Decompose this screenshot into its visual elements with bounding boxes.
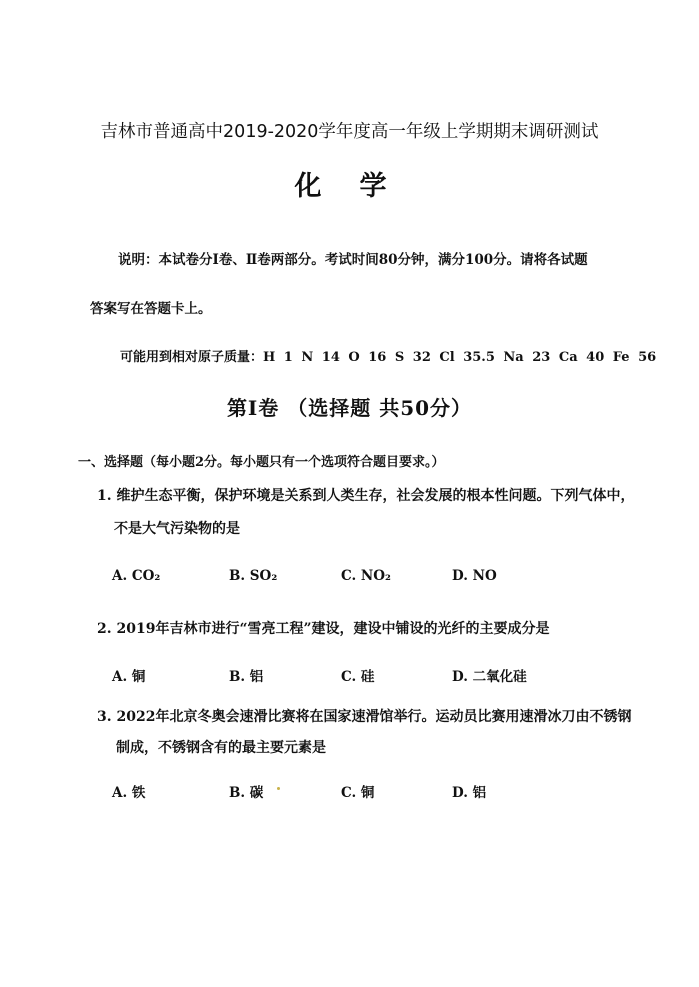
question-1-stem-line-2: 不是大气污染物的是 [114,521,240,537]
question-2-option-b: B. 铝 [229,669,264,685]
question-1-option-c: C. NO₂ [341,568,391,584]
question-3-option-c: C. 铜 [341,785,375,801]
question-1-option-b: B. SO₂ [229,568,278,584]
question-3-option-b: B. 碳 [229,785,264,801]
question-1-option-d: D. NO [452,568,497,584]
question-3-option-d: D. 铝 [452,785,487,801]
volume-title: 第Ⅰ卷 （选择题 共50分） [226,396,473,420]
question-2-option-a: A. 铜 [112,669,146,685]
instructions-line-1: 说明：本试卷分Ⅰ卷、Ⅱ卷两部分。考试时间80分钟，满分100分。请将各试题 [118,252,588,268]
subject-title: 化学 [294,171,425,202]
section-title: 一、选择题（每小题2分。每小题只有一个选项符合题目要求。） [78,455,445,470]
question-1-stem-line-1: 1. 维护生态平衡，保护环境是关系到人类生存，社会发展的根本性问题。下列气体中， [97,488,635,504]
question-2-option-c: C. 硅 [341,669,375,685]
question-1-option-a: A. CO₂ [112,568,161,584]
question-2-stem: 2. 2019年吉林市进行“雪亮工程”建设，建设中铺设的光纤的主要成分是 [97,621,550,637]
atomic-masses: 可能用到相对原子质量：H 1 N 14 O 16 S 32 Cl 35.5 Na 23 Ca 40 Fe 56 [120,350,657,365]
question-3-option-a: A. 铁 [112,785,146,801]
question-3-stem-line-2: 制成，不锈钢含有的最主要元素是 [116,740,326,756]
exam-title: 吉林市普通高中2019-2020学年度高一年级上学期期末调研测试 [100,122,599,142]
question-3-stem-line-1: 3. 2022年北京冬奥会速滑比赛将在国家速滑馆举行。运动员比赛用速滑冰刀由不锈钢 [97,709,632,725]
instructions-line-2: 答案写在答题卡上。 [90,301,212,317]
question-2-option-d: D. 二氧化硅 [452,669,527,685]
stray-dot-mark [277,787,280,790]
